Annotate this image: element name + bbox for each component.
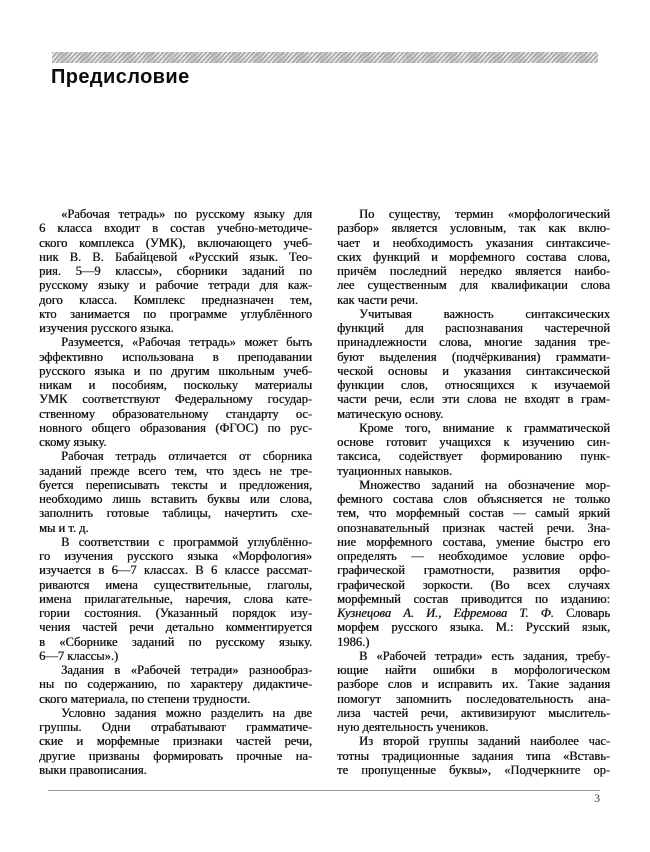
text-line: скому языку. bbox=[39, 435, 107, 449]
text-line: лее существенным для квалификации слова bbox=[337, 278, 610, 293]
text-line: рия. 5—9 классы», сборники заданий по bbox=[39, 264, 312, 278]
text-line: имена прилагательные, наречия, слова кате- bbox=[39, 591, 312, 606]
text-line: выки правописания. bbox=[39, 762, 147, 777]
text-line: функций для распознавания частеречной bbox=[337, 321, 610, 335]
text-line: чения частей речи детально комментируется bbox=[39, 620, 312, 635]
text-line: ственному образовательному стандарту ос- bbox=[39, 406, 312, 421]
text-line: ны по содержанию, по характеру дидактиче- bbox=[39, 677, 312, 692]
text-line: никам и пособиям, поскольку материалы bbox=[39, 378, 312, 392]
text-line: заполнить готовые таблицы, начертить схе- bbox=[39, 506, 312, 521]
text-line: Условно задания можно разделить на две bbox=[61, 705, 312, 720]
text-line: мы и т. д. bbox=[39, 520, 89, 535]
footer-rule bbox=[48, 790, 600, 791]
text-line: морфем русского языка. М.: Русский язык, bbox=[337, 620, 610, 635]
right-column bbox=[337, 207, 610, 777]
text-line: основе готовит учащихся к изучению син- bbox=[337, 435, 610, 449]
text-line: русскому языку и рабочие тетради для каж- bbox=[39, 278, 312, 293]
text-line: те пропущенные буквы», «Подчеркните ор- bbox=[337, 762, 610, 777]
text-line: функции слов, относящихся к изучаемой bbox=[337, 378, 610, 392]
text-line: ную деятельность учеников. bbox=[337, 720, 489, 734]
text-line: русского языка и по другим школьным учеб- bbox=[39, 363, 312, 378]
paragraph bbox=[337, 649, 610, 735]
paragraph bbox=[39, 663, 312, 706]
text-line: ского материала, по степени трудности. bbox=[39, 691, 251, 706]
paragraph bbox=[337, 734, 610, 777]
text-line: заданий прежде всего тем, что здесь не тре- bbox=[39, 463, 312, 478]
text-line: разбор» является условным, так как вклю- bbox=[337, 221, 610, 236]
text-line: определять — необходимое условие орфо- bbox=[337, 549, 610, 563]
text-line: Рабочая тетрадь отличается от сборника bbox=[61, 449, 312, 464]
paragraph bbox=[39, 335, 312, 449]
paragraph bbox=[39, 207, 312, 335]
text-line: Задания в «Рабочей тетради» разнообраз- bbox=[61, 663, 312, 677]
text-line: 6 класса входит в состав учебно-методиче- bbox=[39, 221, 312, 236]
paragraph bbox=[337, 478, 610, 649]
text-line: «Рабочая тетрадь» по русскому языку для bbox=[61, 207, 312, 221]
text-line: ческой основы и указания синтаксической bbox=[337, 363, 610, 378]
chapter-decor-hatch-bar bbox=[52, 52, 598, 63]
text-line: Кроме того, внимание к грамматической bbox=[359, 420, 610, 435]
text-line: ские и морфемные признаки частей речи, bbox=[39, 734, 312, 749]
paragraph bbox=[337, 207, 610, 307]
text-line: го изучения русского языка «Морфология» bbox=[39, 549, 312, 563]
text-line: части речи, если эти слова не входят в грам- bbox=[337, 392, 610, 407]
text-line: эффективно использована в преподавании bbox=[39, 349, 312, 364]
text-line: буют выделения (подчёркивания) граммати- bbox=[337, 349, 610, 364]
text-line: принадлежности слова, многие задания тре- bbox=[337, 335, 610, 350]
text-line: гории состояния. (Указанный порядок изу- bbox=[39, 606, 312, 620]
text-line: графической зоркости. (Во всех случаях bbox=[337, 577, 610, 592]
text-line: помогут запомнить последовательность ана- bbox=[337, 691, 610, 706]
page-number: 3 bbox=[594, 793, 600, 805]
text-line: в «Сборнике заданий по русскому языку. bbox=[39, 634, 312, 649]
text-line: тотны традиционные задания типа «Вставь- bbox=[337, 748, 610, 763]
text-line: причём последний нередко является наибо- bbox=[337, 264, 610, 278]
text-line: матическую основу. bbox=[337, 406, 444, 421]
text-line: необходимо лишь вставить буквы или слова, bbox=[39, 492, 312, 506]
two-column-layout bbox=[39, 207, 611, 777]
text-line: ского комплекса (УМК), включающего учеб- bbox=[39, 235, 312, 250]
text-line: Разумеется, «Рабочая тетрадь» может быть bbox=[61, 335, 312, 350]
text-line: разборе слов и исправить их. Такие задания bbox=[337, 677, 610, 692]
text-line: фемного состава слов объясняется не только bbox=[337, 492, 610, 506]
text-line: риваются имена существительные, глаголы, bbox=[39, 577, 312, 592]
text-line: 6—7 классы».) bbox=[39, 648, 119, 663]
paragraph bbox=[39, 706, 312, 777]
text-line: Множество заданий на обозначение мор- bbox=[359, 477, 610, 492]
text-line: как части речи. bbox=[337, 292, 418, 307]
text-line: другие призваны формировать прочные на- bbox=[39, 748, 312, 763]
text-line: изучения русского языка. bbox=[39, 321, 174, 335]
text-line: ющие найти ошибки в морфологическом bbox=[337, 663, 610, 677]
left-column bbox=[39, 207, 312, 777]
text-line: группы. Одни отрабатывают грамматиче- bbox=[39, 720, 312, 734]
text-line: лиза частей речи, активизируют мыслитель- bbox=[337, 705, 610, 720]
text-line: туационных навыков. bbox=[337, 463, 452, 478]
text-line: ник В. В. Бабайцевой «Русский язык. Тео- bbox=[39, 249, 312, 264]
text-line: новного общего образования (ФГОС) по рус- bbox=[39, 420, 312, 435]
text-line: кто занимается по программе углублённого bbox=[39, 306, 312, 321]
text-line: буется переписывать тексты и предложения, bbox=[39, 477, 312, 492]
text-line: опознавательный признак частей речи. Зна- bbox=[337, 520, 610, 535]
text-line: 1986.) bbox=[337, 634, 370, 649]
text-line: Учитывая важность синтаксических bbox=[359, 306, 610, 321]
text-line: морфемный состав приводится по изданию: bbox=[337, 591, 610, 606]
text-line: чает и необходимость указания синтаксиче- bbox=[337, 235, 610, 250]
paragraph bbox=[39, 535, 312, 663]
paragraph bbox=[337, 307, 610, 421]
text-line: Кузнецова А. И., Ефремова Т. Ф. Словарь bbox=[337, 606, 611, 620]
paragraph bbox=[337, 421, 610, 478]
text-line: ских функций и морфемного состава слова, bbox=[337, 249, 610, 264]
text-line: По существу, термин «морфологический bbox=[359, 207, 610, 221]
text-line: В «Рабочей тетради» есть задания, требу- bbox=[359, 648, 610, 663]
text-line: Из второй группы заданий наиболее час- bbox=[359, 734, 610, 749]
text-line: тем, что морфемный состав — самый яркий bbox=[337, 506, 610, 521]
text-line: УМК соответствуют Федеральному государ- bbox=[39, 392, 312, 407]
preface-title: Предисловие bbox=[51, 66, 190, 88]
text-line: изучается в 6—7 классах. В 6 классе рассмат- bbox=[39, 563, 312, 578]
text-line: ние морфемного состава, умение быстро его bbox=[337, 534, 610, 549]
text-line: графической грамотности, развития орфо- bbox=[337, 563, 610, 578]
text-line: дого класса. Комплекс предназначен тем, bbox=[39, 292, 312, 307]
paragraph bbox=[39, 449, 312, 535]
text-line: В соответствии с программой углублённо- bbox=[61, 534, 312, 549]
text-line: таксиса, содействует формированию пунк- bbox=[337, 449, 610, 464]
